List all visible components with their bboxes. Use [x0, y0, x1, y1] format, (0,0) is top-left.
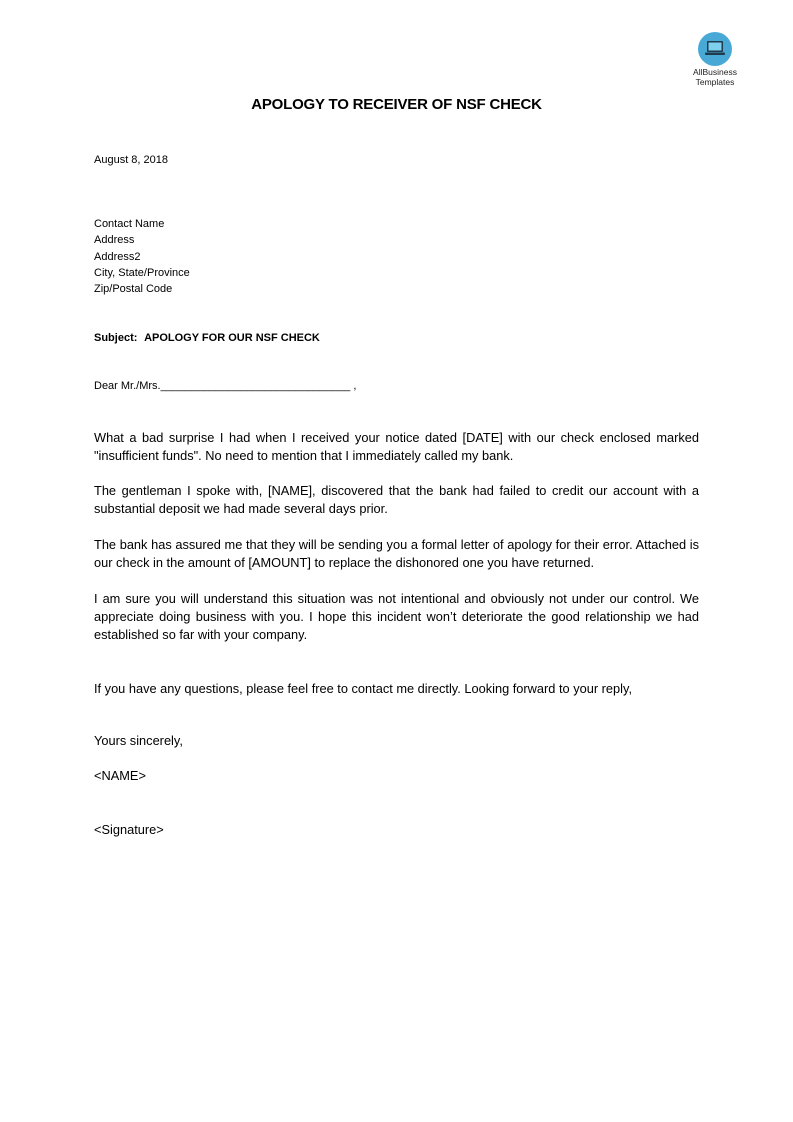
- address-zip: Zip/Postal Code: [94, 283, 173, 296]
- sender-name: <NAME>: [94, 768, 146, 783]
- address-line2: Address2: [94, 250, 141, 263]
- address-city: City, State/Province: [94, 266, 190, 279]
- logo-text-line1: AllBusiness: [693, 67, 737, 77]
- document-title: APOLOGY TO RECEIVER OF NSF CHECK: [251, 96, 542, 113]
- subject-line: [94, 330, 320, 346]
- body-paragraph-1: What a bad surprise I had when I received your notice dated [DATE] with our check enclosed marked "insufficient funds". No need to mention that I immediately called my bank.: [94, 430, 699, 463]
- contact-name: Contact Name: [94, 218, 165, 230]
- body-paragraph-4: I am sure you will understand this situation was not intentional and obviously not under our control. We appreciate doing business with you. I hope this incident won’t deteriorate the good relationship we had established so far with your company.: [94, 591, 699, 642]
- laptop-icon: [698, 32, 732, 66]
- body-paragraph-2: The gentleman I spoke with, [NAME], discovered that the bank had failed to credit our account with a substantial deposit we had made several days prior.: [94, 483, 699, 516]
- letter-date: August 8, 2018: [94, 154, 169, 166]
- closing: Yours sincerely,: [94, 733, 183, 748]
- address-line1: Address: [94, 234, 135, 247]
- subject-text: APOLOGY FOR OUR NSF CHECK: [144, 332, 320, 344]
- salutation: Dear Mr./Mrs._______________________________ ,: [94, 380, 357, 392]
- subject-label: Subject:: [94, 332, 138, 344]
- body-paragraph-5: If you have any questions, please feel free to contact me directly. Looking forward to your reply,: [94, 681, 632, 696]
- recipient-address: [94, 216, 190, 297]
- logo-text-line2: Templates: [695, 77, 735, 87]
- body-paragraph-3: The bank has assured me that they will be sending you a formal letter of apology for their error. Attached is our check in the amount of [AMOUNT] to replace the dishonored one you have returned.: [94, 537, 699, 570]
- signature-placeholder: <Signature>: [94, 822, 164, 837]
- allbusiness-logo[interactable]: [683, 32, 747, 87]
